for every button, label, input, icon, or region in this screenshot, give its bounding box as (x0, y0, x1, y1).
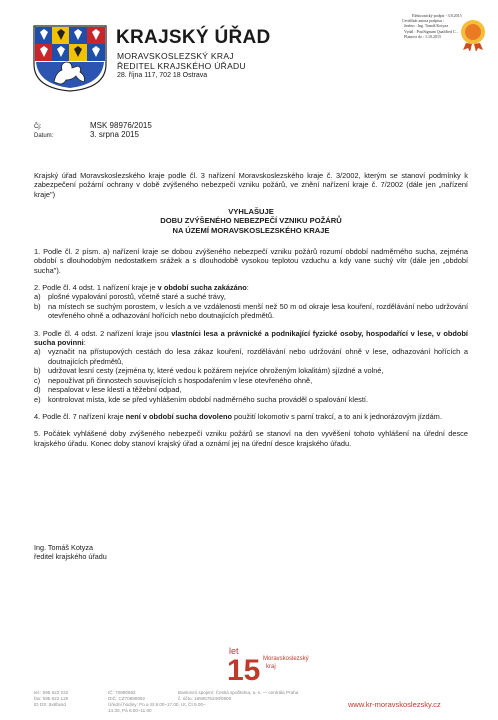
p2-end: : (246, 283, 249, 293)
list-item: c) nepoužívat při činnostech souvisejících s hospodařením v lese otevřeného ohně, (34, 375, 313, 385)
esign-line: Certifikát autora podpisu : (402, 18, 445, 24)
coat-of-arms-logo (32, 24, 108, 92)
list-item: b) udržovat lesní cesty (zejména ty, které vedou k požárem nejvíce ohroženým lokalitám) sjízdné a volné, (34, 366, 384, 376)
footer-ids: IČ: 70890692 DIČ: CZ70890692 Úřední hodiny: Po a St 8.00–17.00, Út, Čt 9.00–14.30, Pá 8.00–11.00 (108, 690, 206, 713)
signature-block (34, 543, 107, 562)
document-body (34, 171, 468, 456)
signatory-title: ředitel krajského úřadu (34, 552, 107, 562)
list-item: e) kontrolovat místa, kde se před vyhlášením období nadměrného sucha prováděl o spalování klestí. (34, 394, 369, 404)
heading-line: NA ÚZEMÍ MORAVSKOSLEZSKÉHO KRAJE (172, 225, 330, 235)
paragraph-3 (34, 329, 468, 404)
p3-end: : (83, 338, 86, 348)
document-date: 3. srpna 2015 (90, 130, 139, 139)
org-name: KRAJSKÝ ÚŘAD (116, 27, 271, 48)
heading-line: DOBU ZVÝŠENÉHO NEBEZPEČÍ VZNIKU POŽÁRŮ (160, 216, 342, 226)
reference-number: MSK 98976/2015 (90, 121, 152, 130)
reference-label: Čj: (34, 124, 42, 130)
paragraph-5: 5. Počátek vyhlášené doby zvýšeného nebezpečí vzniku požárů se stanoví na den vyvěšení tohoto vyhlášení na úřední desce krajského úřadu. Konec doby stanoví krajský úřad a oznámí jej na úřední desce krajského úřadu. (34, 429, 468, 448)
p2-bold: v období sucha zakázáno (157, 283, 247, 293)
signature-seal-icon (452, 17, 492, 51)
esign-line: Platnost do : 1.10.2015 (404, 33, 442, 39)
website-link[interactable]: www.kr-moravskoslezsky.cz (348, 700, 441, 709)
esign-line: Vydal : PostSignum Qualified C... (404, 28, 459, 34)
paragraph-2 (34, 283, 468, 321)
org-address: 28. října 117, 702 18 Ostrava (117, 72, 208, 79)
intro-paragraph: Krajský úřad Moravskoslezského kraje podle čl. 3 nařízení Moravskoslezského kraje č. 3/2002, kterým se stanoví podmínky k zabezpečení požární ochrany v době zvýšeného nebezpečí vzniku požárů, ve znění nařízení kraje č. 7/2002 (dále jen „nařízení kraje") (34, 171, 468, 199)
heading-line: VYHLAŠUJE (228, 207, 274, 217)
anniversary-logo (225, 640, 335, 684)
p2-lead: 2. Podle čl. 4 odst. 1 nařízení kraje je (34, 283, 158, 293)
esign-line: Elektronický podpis - 3.8.2015 (412, 13, 462, 18)
anniversary-sub: kraj (266, 664, 276, 670)
anniversary-brand: Moravskoslezský (263, 656, 309, 662)
list-item: a) vyznačit na přístupových cestách do lesa zákaz kouření, rozdělávání nebo udržování ohně v lese, odhazování hořících a doutnajících předmětů, (34, 347, 468, 366)
svg-text:15: 15 (227, 654, 261, 684)
list-item: d) nespalovat v lese klestí a těžební odpad, (34, 385, 182, 395)
electronic-signature-stamp (384, 13, 492, 53)
paragraph-1: 1. Podle čl. 2 písm. a) nařízení kraje se dobou zvýšeného nebezpečí vzniku požárů rozumí období nadměrného sucha, zejména období s dlouhodobým nedostatkem srážek a s dlouhodobě vysokou teplotou vzduchu a kdy vane suchý vítr (dále jen „období sucha"). (34, 246, 468, 275)
list-item: a) plošné vypalování porostů, včetně staré a suché trávy, (34, 292, 226, 302)
footer-bank: Bankovní spojení: Česká spořitelna, a. s. — centrála Praha č. účtu: 1650676349/0800 (178, 690, 299, 701)
signatory-name: Ing. Tomáš Kotyza (34, 543, 93, 552)
list-item: b) na místech se suchým porostem, v lesích a ve vzdálenosti menší než 50 m od okraje lesa kouření, rozdělávání nebo udržování otevřeného ohně a odhazování hořících nebo doutnajících předmětů. (34, 301, 468, 321)
paragraph-4: 4. Podle čl. 7 nařízení kraje není v období sucha dovoleno použití lokomotiv s parní trakcí, a to ani k jednorázovým jízdám. (34, 411, 442, 421)
esign-line: Jméno : Ing. Tomáš Kotyza (404, 23, 448, 29)
p3-bold: vlastníci lesa a právnické a podnikající fyzické osoby, hospodařící v lese, v období sucha povinni (34, 328, 468, 348)
org-department: ŘEDITEL KRAJSKÉHO ÚŘADU (117, 61, 246, 71)
footer-contact: tel.: 595 622 222 fax: 595 622 126 ID DS: 8x6bxsd (34, 690, 69, 707)
svg-text:let: let (229, 646, 239, 656)
proclamation-heading (34, 207, 468, 235)
org-region: MORAVSKOSLEZSKÝ KRAJ (117, 51, 234, 61)
p3-lead: 3. Podle čl. 4 odst. 2 nařízení kraje jsou (34, 328, 172, 338)
date-label: Datum: (34, 133, 54, 139)
